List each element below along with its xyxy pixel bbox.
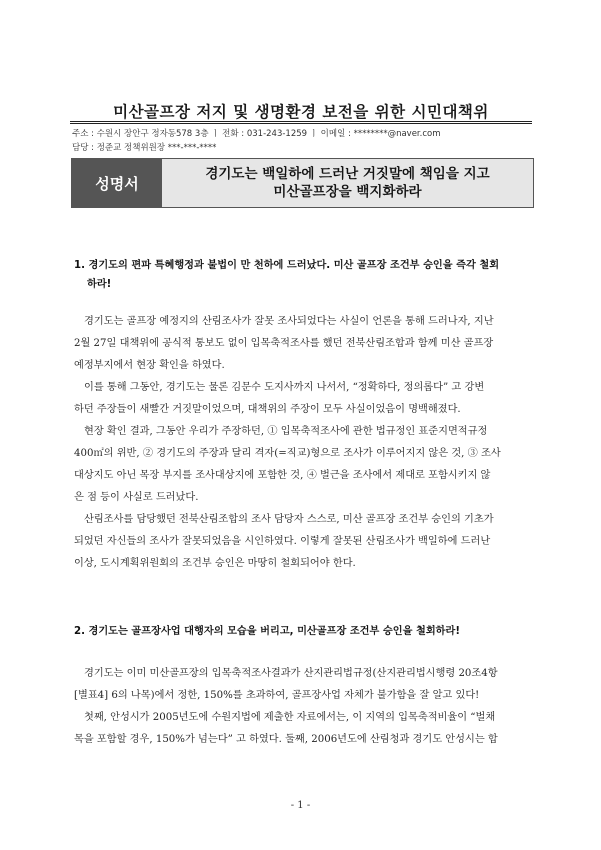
page-number: - 1 - bbox=[290, 800, 311, 811]
text-line: 경기도는 골프장 예정지의 산림조사가 잘못 조사되었다는 사실이 언론을 통해 드러나자, 지난 bbox=[84, 316, 494, 327]
section-1-heading bbox=[74, 256, 536, 294]
text-line: 하던 주장들이 새빨간 거짓말이었으며, 대책위의 주장이 모두 사실이었음이 명백해졌다. bbox=[74, 404, 461, 415]
statement-label: 성명서 bbox=[72, 159, 162, 207]
text-line: 산림조사를 담당했던 전북산림조합의 조사 담당자 스스로, 미산 골프장 조건부 승인의 기초가 bbox=[84, 514, 494, 525]
statement-title bbox=[162, 159, 533, 207]
section-2-heading bbox=[74, 622, 536, 641]
heading-line: 1. 경기도의 편파 특혜행정과 불법이 만 천하에 드러났다. 미산 골프장 조건부 승인을 즉각 철회 bbox=[74, 260, 500, 271]
section-1-paragraph-4 bbox=[74, 509, 536, 575]
section-2-paragraph-2 bbox=[74, 707, 536, 751]
section-1-paragraph-1 bbox=[74, 311, 536, 377]
text-line: 예정부지에서 현장 확인을 하였다. bbox=[74, 360, 225, 371]
statement-banner bbox=[71, 158, 534, 208]
text-line: 400㎡의 위반, ② 경기도의 주장과 달리 격자(=직교)형으로 조사가 이루어지지 않은 것, ③ 조사 bbox=[74, 448, 501, 459]
section-1-paragraph-2 bbox=[74, 377, 536, 421]
organization-title: 미산골프장 저지 및 생명환경 보전을 위한 시민대책위 bbox=[113, 103, 489, 121]
text-line: 목을 포함할 경우, 150%가 넘는다” 고 하였다. 둘째, 2006년도에 산림청과 경기도 안성시는 합 bbox=[74, 734, 498, 745]
text-line: [별표4] 6의 나목)에서 정한, 150%를 초과하여, 골프장사업 자체가 불가함을 잘 알고 있다! bbox=[74, 690, 480, 701]
text-line: 되었던 자신들의 조사가 잘못되었음을 시인하였다. 이렇게 잘못된 산림조사가 백일하에 드러난 bbox=[74, 536, 491, 547]
text-line: 현장 확인 결과, 그동안 우리가 주장하던, ① 입목축적조사에 관한 법규정인 표준지면적규정 bbox=[84, 426, 488, 437]
text-line: 대상지도 아닌 목장 부지를 조사대상지에 포함한 것, ④ 벌근을 조사에서 제대로 포함시키지 않 bbox=[74, 470, 491, 481]
contact-person-line: 담당 : 정준교 정책위원장 ***-***-**** bbox=[72, 143, 217, 153]
address-line: 주소 : 수원시 장안구 정자동578 3층 ㅣ 전화 : 031-243-1259 ㅣ 이메일 : ********@naver.com bbox=[72, 129, 441, 139]
section-1-paragraph-3 bbox=[74, 421, 536, 509]
section-2-paragraph-1 bbox=[74, 663, 536, 707]
heading-line: 하라! bbox=[87, 279, 112, 290]
text-line: 경기도는 이미 미산골프장의 입목축적조사결과가 산지관리법규정(산지관리법시행령 20조4항 bbox=[84, 668, 498, 679]
text-line: 은 점 등이 사실로 드러났다. bbox=[74, 492, 199, 503]
text-line: 이상, 도시계획위원회의 조건부 승인은 마땅히 철회되어야 한다. bbox=[74, 558, 356, 569]
statement-title-line: 미산골프장을 백지화하라 bbox=[273, 184, 422, 200]
text-line: 2월 27일 대책위에 공식적 통보도 없이 입목축적조사를 했던 전북산림조합과 함께 미산 골프장 bbox=[74, 338, 494, 349]
title-divider bbox=[70, 121, 532, 124]
statement-title-line: 경기도는 백일하에 드러난 거짓말에 책임을 지고 bbox=[205, 166, 490, 182]
text-line: 첫째, 안성시가 2005년도에 수원지법에 제출한 자료에서는, 이 지역의 입목축적비율이 “벌채 bbox=[84, 712, 496, 723]
heading-line: 2. 경기도는 골프장사업 대행자의 모습을 버리고, 미산골프장 조건부 승인을 철회하라! bbox=[74, 626, 460, 637]
text-line: 이를 통해 그동안, 경기도는 물론 김문수 도지사까지 나서서, “정확하다, 정의롭다” 고 강변 bbox=[84, 382, 485, 393]
